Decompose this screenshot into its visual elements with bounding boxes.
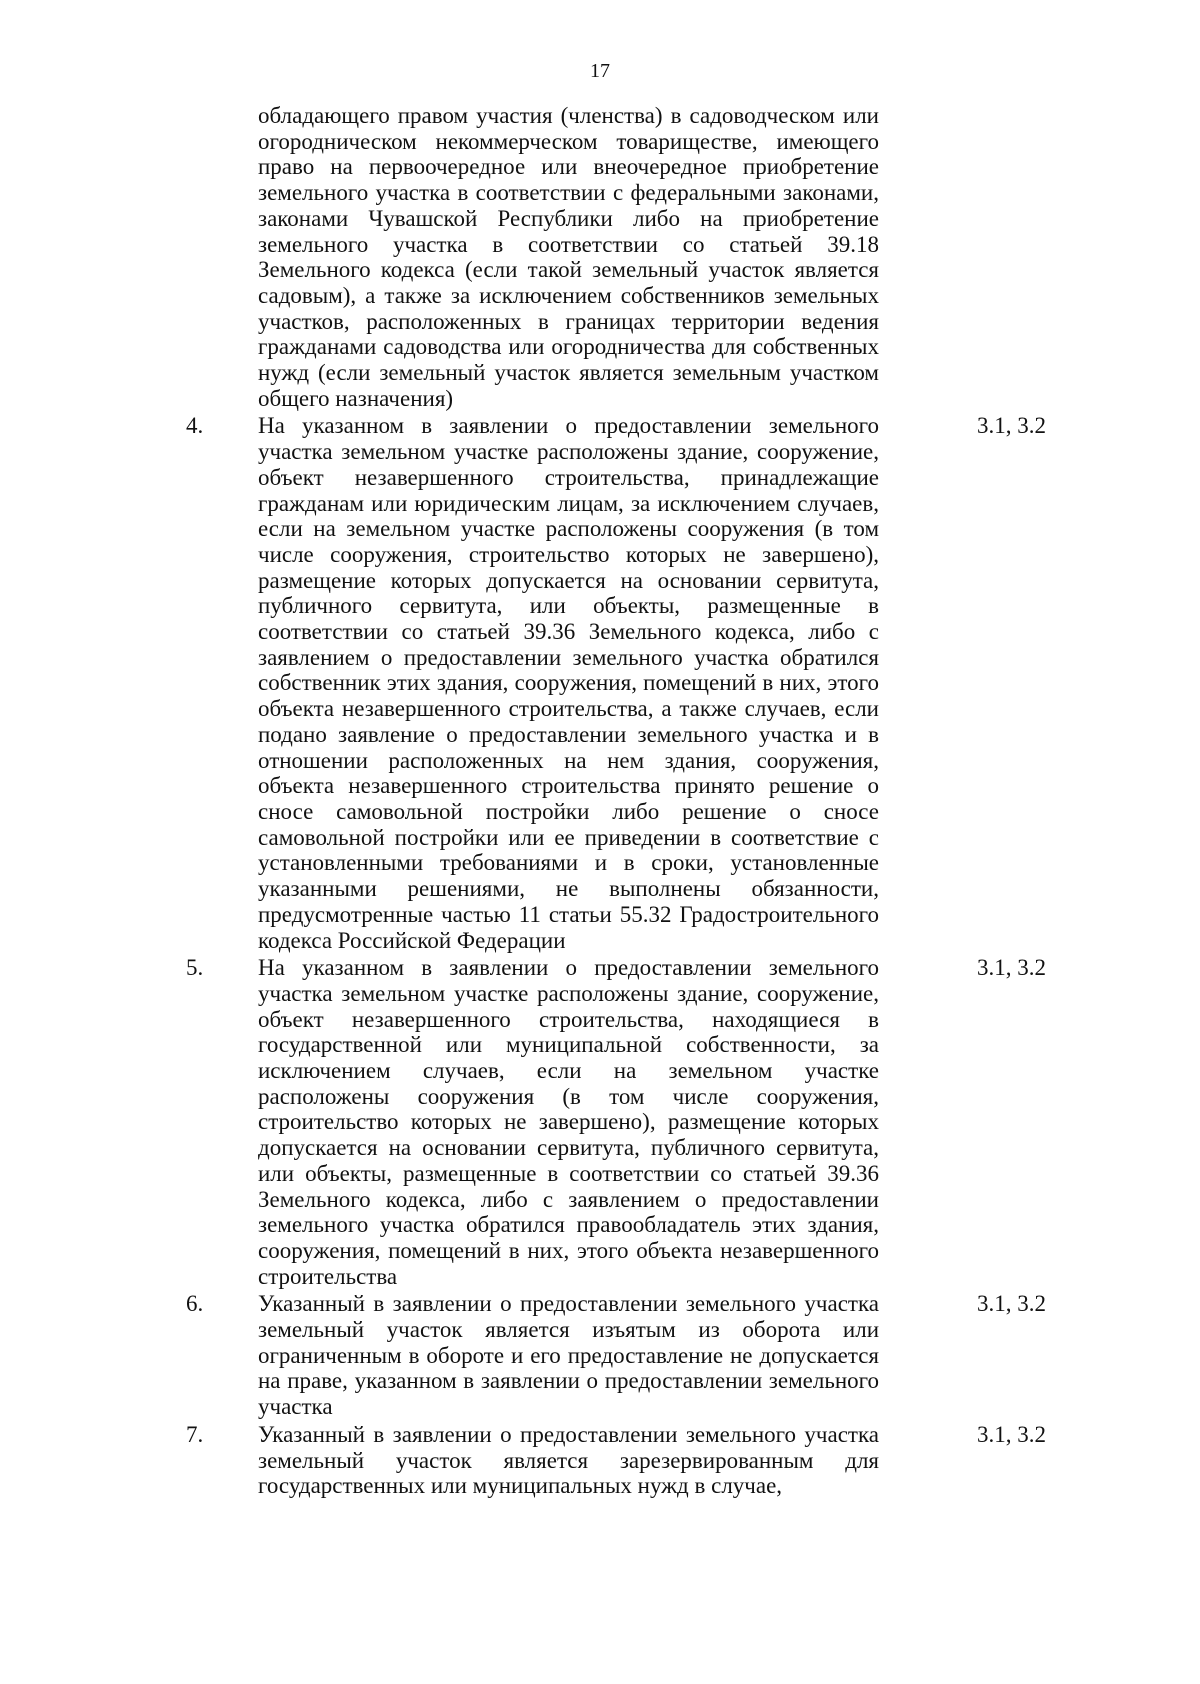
row-number: 4. [186, 413, 204, 439]
table-row [186, 1422, 1046, 1499]
row-number: 7. [186, 1421, 204, 1447]
table-row [186, 955, 1046, 1289]
page-number: 17 [590, 60, 610, 82]
row-number: 5. [186, 955, 204, 981]
row-reference: 3.1, 3.2 [977, 1291, 1046, 1317]
row-text: Указанный в заявлении о предоставлении земельного участка земельный участок является зарезервированным для государственных или муниципальных нужд в случае, [258, 1421, 879, 1499]
row-number: 6. [186, 1291, 204, 1317]
table-row [186, 1291, 1046, 1420]
table-row [186, 103, 1046, 411]
row-text: Указанный в заявлении о предоставлении земельного участка земельный участок является изъятым из оборота или ограниченным в обороте и его предоставление не допускается на праве, указанном в заявлении о предоставлении земельного участка [258, 1291, 879, 1420]
row-text: обладающего правом участия (членства) в садоводческом или огородническом некоммерческом товариществе, имеющего право на первоочередное или внеочередное приобретение земельного участка в соответствии с федеральными законами, законами Чувашской Республики либо на приобретение земельного участка в соответствии со статьей 39.18 Земельного кодекса (если такой земельный участок является садовым), а также за исключением собственников земельных участков, расположенных в границах территории ведения гражданами садоводства или огородничества для собственных нужд (если земельный участок является земельным участком общего назначения) [258, 103, 879, 411]
table-row [186, 413, 1046, 953]
row-reference: 3.1, 3.2 [977, 1421, 1046, 1447]
row-text: На указанном в заявлении о предоставлении земельного участка земельном участке расположены здание, сооружение, объект незавершенного строительства, принадлежащие гражданам или юридическим лицам, за исключением случаев, если на земельном участке расположены сооружения (в том числе сооружения, строительство которых не завершено), размещение которых допускается на основании сервитута, публичного сервитута, или объекты, размещенные в соответствии со статьей 39.36 Земельного кодекса, либо с заявлением о предоставлении земельного участка обратился собственник этих здания, сооружения, помещений в них, этого объекта незавершенного строительства, а также случаев, если подано заявление о предоставлении земельного участка и в отношении расположенных на нем здания, сооружения, объекта незавершенного строительства принято решение о сносе самовольной постройки либо решение о сносе самовольной постройки или ее приведении в соответствие с установленными требованиями и в сроки, установленные указанными решениями, не выполнены обязанности, предусмотренные частью 11 статьи 55.32 Градостроительного кодекса Российской Федерации [258, 413, 879, 953]
row-reference: 3.1, 3.2 [977, 413, 1046, 439]
row-text: На указанном в заявлении о предоставлении земельного участка земельном участке расположены здание, сооружение, объект незавершенного строительства, находящиеся в государственной или муниципальной собственности, за исключением случаев, если на земельном участке расположены сооружения (в том числе сооружения, строительство которых не завершено), размещение которых допускается на основании сервитута, публичного сервитута, или объекты, размещенные в соответствии со статьей 39.36 Земельного кодекса, либо с заявлением о предоставлении земельного участка обратился правообладатель этих здания, сооружения, помещений в них, этого объекта незавершенного строительства [258, 955, 879, 1289]
requirements-table [186, 103, 1046, 1499]
row-reference: 3.1, 3.2 [977, 955, 1046, 981]
